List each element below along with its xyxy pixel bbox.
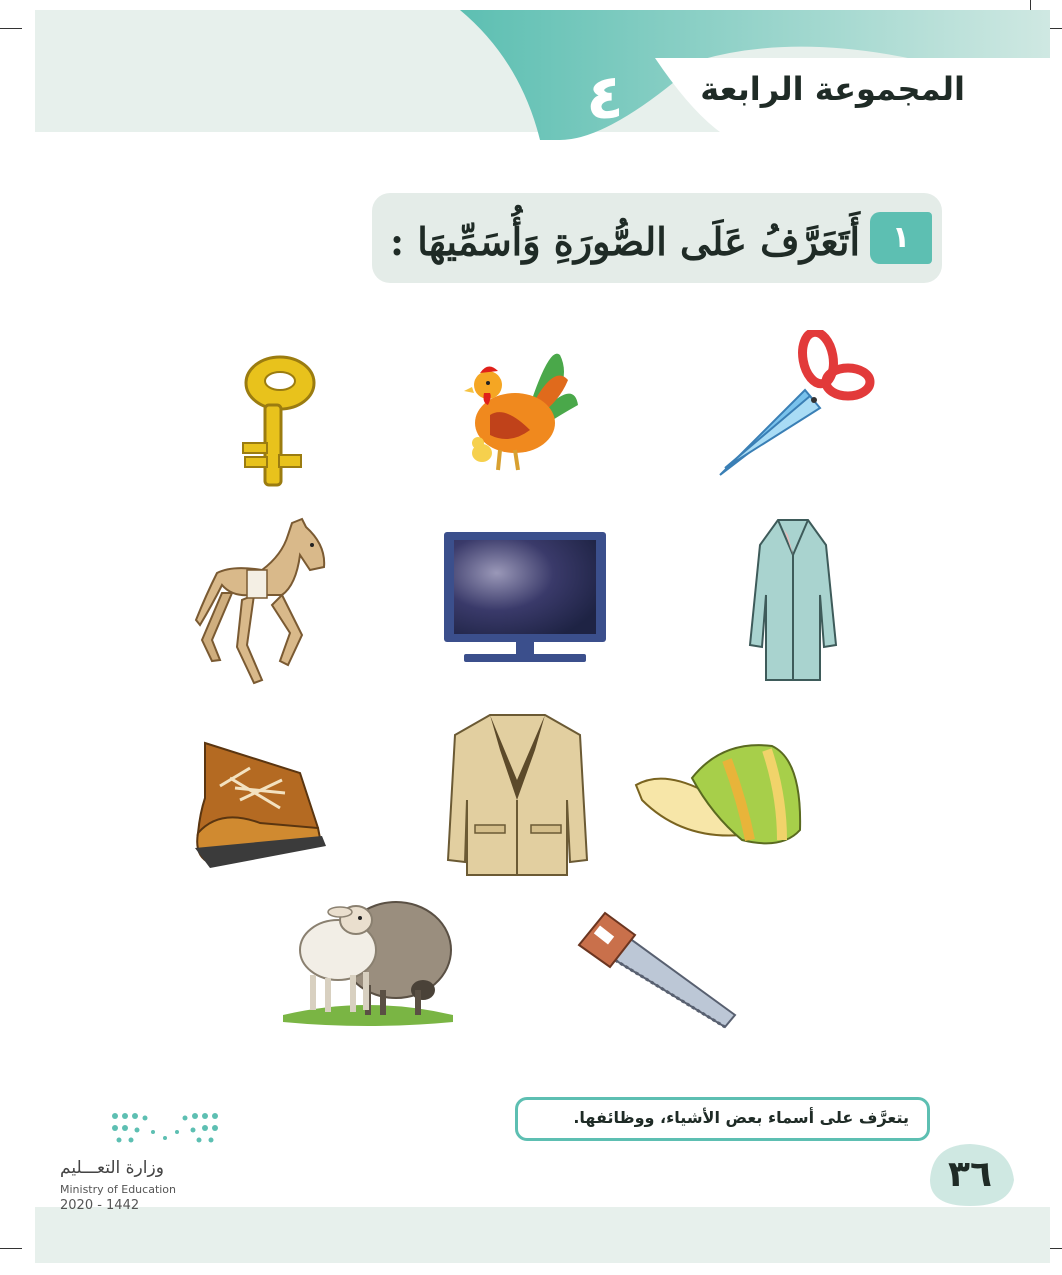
page-number: ٣٦ [948,1154,992,1195]
ministry-logo-icon [105,1108,225,1148]
exercise-number-badge [870,212,932,264]
rooster-icon [460,345,580,475]
jacket-icon [445,710,590,880]
objective-box [515,1097,930,1141]
monitor-icon [440,528,610,668]
crop-mark [0,1248,22,1249]
edition-year: 2020 - 1442 [60,1198,140,1213]
sheep-icon [278,890,458,1030]
shoe-icon [190,738,335,868]
key-icon [235,355,325,490]
footer-band [35,1207,1050,1263]
cap-icon [632,740,807,855]
ministry-name-arabic: وزارة التعـــليم [60,1158,164,1178]
horse-icon [192,515,332,690]
instruction-text: أَتَعَرَّفُ عَلَى الصُّورَةِ وَأُسَمِّيهَا : [390,219,860,264]
scissors-icon [710,330,880,480]
exercise-number: ١ [891,220,911,255]
coat-icon [748,515,838,685]
ministry-name-english: Ministry of Education [60,1183,177,1196]
saw-icon [575,905,740,1030]
group-number: ٤ [586,60,624,133]
group-title: المجموعة الرابعة [700,70,965,108]
objective-text: يتعرَّف على أسماء بعض الأشياء، ووظائفها. [573,1108,909,1127]
